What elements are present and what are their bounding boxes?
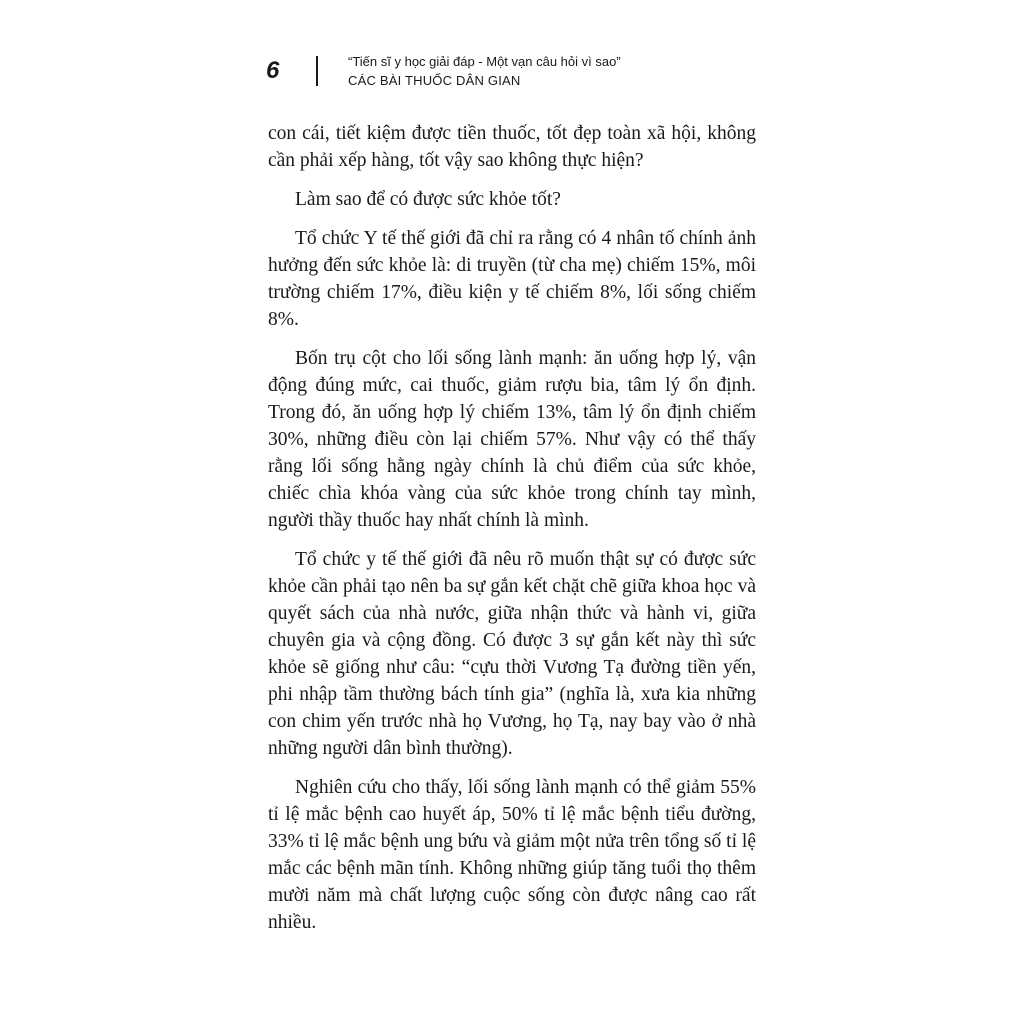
- paragraph-question: Làm sao để có được sức khỏe tốt?: [295, 189, 561, 210]
- paragraph-research: Nghiên cứu cho thấy, lối sống lành mạnh có thể giảm 55% tỉ lệ mắc bệnh cao huyết áp, 50% tỉ lệ mắc bệnh tiểu đường, 33% tỉ lệ mắc bệnh ung bứu và giảm một nửa trên tổng số tỉ lệ mắc các bệnh mãn tính. Không những giúp tăng tuổi thọ thêm mười năm mà chất lượng cuộc sống còn được nâng cao rất nhiều.: [268, 777, 756, 933]
- paragraph-three-links: Tổ chức y tế thế giới đã nêu rõ muốn thật sự có được sức khỏe cần phải tạo nên ba sự gắn kết chặt chẽ giữa khoa học và quyết sách của nhà nước, giữa nhận thức và hành vi, giữa chuyên gia và cộng đồng. Có được 3 sự gắn kết này thì sức khỏe sẽ giống như câu: “cựu thời Vương Tạ đường tiền yến, phi nhập tầm thường bách tính gia” (nghĩa là, xưa kia những con chim yến trước nhà họ Vương, họ Tạ, nay bay vào ở nhà những người dân bình thường).: [268, 549, 756, 759]
- book-title: CÁC BÀI THUỐC DÂN GIAN: [348, 73, 521, 88]
- paragraph-continued: con cái, tiết kiệm được tiền thuốc, tốt đẹp toàn xã hội, không cần phải xếp hàng, tốt vậy sao không thực hiện?: [268, 123, 756, 171]
- series-title: “Tiến sĩ y học giải đáp - Một vạn câu hỏi vì sao”: [348, 54, 621, 69]
- header-titles: [348, 52, 621, 90]
- paragraph-who-factors: Tổ chức Y tế thế giới đã chỉ ra rằng có 4 nhân tố chính ảnh hưởng đến sức khỏe là: di truyền (từ cha mẹ) chiếm 15%, môi trường chiếm 17%, điều kiện y tế chiếm 8%, lối sống chiếm 8%.: [268, 228, 756, 330]
- page-number: 6: [266, 57, 280, 84]
- header-divider: [316, 56, 318, 86]
- paragraph-four-pillars: Bốn trụ cột cho lối sống lành mạnh: ăn uống hợp lý, vận động đúng mức, cai thuốc, giảm rượu bia, tâm lý ổn định. Trong đó, ăn uống hợp lý chiếm 13%, tâm lý ổn định chiếm 30%, những điều còn lại chiếm 57%. Như vậy có thể thấy rằng lối sống hằng ngày chính là chủ điểm của sức khỏe, chiếc chìa khóa vàng của sức khỏe trong chính tay mình, người thầy thuốc hay nhất chính là mình.: [268, 348, 756, 531]
- body-text: [268, 120, 756, 948]
